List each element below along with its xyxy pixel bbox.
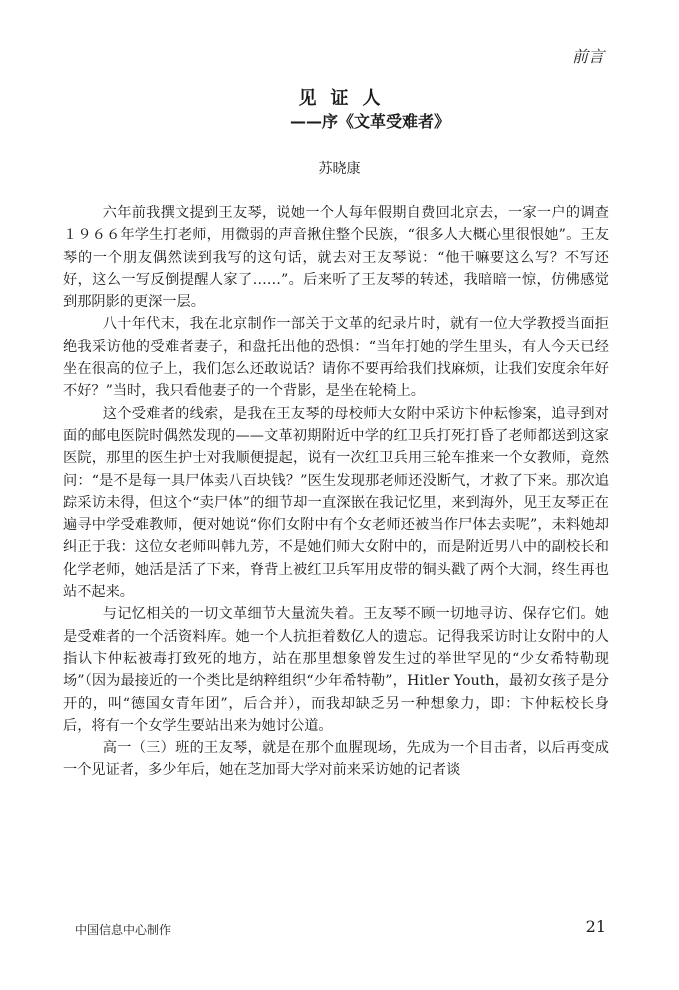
paragraph: 六年前我撰文提到王友琴，说她一个人每年假期自费回北京去，一家一户的调查１９６６年学生打老师，用微弱的声音揪住整个民族，“很多人大概心里很恨她”。王友琴的一个朋友偶然读到我写的这句话，就去对王友琴说：“他干嘛要这么写？不写还好，这么一写反倒提醒人家了……”。后来听了王友琴的转述，我暗暗一惊，仿佛感觉到那阴影的更深一层。 <box>63 205 609 311</box>
running-head: 前言 <box>571 47 604 66</box>
page-number: 21 <box>585 917 606 936</box>
paragraph: 与记忆相关的一切文革细节大量流失着。王友琴不顾一切地寻访、保存它们。她是受难者的一个活资料库。她一个人抗拒着数亿人的遗忘。记得我采访时让女附中的人指认卞仲耘被毒打致死的地方，站在那里想象曾发生过的举世罕见的“少女希特勒现场”（因为最接近的一个类比是纳粹组织“少年希特勒”，Hitler Youth，最初女孩子是分开的，叫“德国女青年团”，后合并），而我却缺乏另一种想象力，即：卞仲耘校长身后，将有一个女学生要站出来为她讨公道。 <box>63 606 609 734</box>
article-author: 苏晓康 <box>318 161 361 177</box>
article-subtitle: ——序《文革受难者》 <box>290 112 451 131</box>
footer-publisher: 中国信息中心制作 <box>75 923 172 937</box>
paragraph: 高一（三）班的王友琴，就是在那个血腥现场，先成为一个目击者，以后再变成一个见证者，多少年后，她在芝加哥大学对前来采访她的记者谈 <box>63 740 609 779</box>
paragraph: 八十年代末，我在北京制作一部关于文革的纪录片时，就有一位大学教授当面拒绝我采访他的受难者妻子，和盘托出他的恐惧：“当年打她的学生里头，有人今天已经坐在很高的位子上，我们怎么还敢说话？请你不要再给我们找麻烦，让我们安度余年好不好？”当时，我只看他妻子的一个背影，是坐在轮椅上。 <box>63 316 609 400</box>
article-body <box>63 202 609 782</box>
paragraph: 这个受难者的线索，是我在王友琴的母校师大女附中采访卞仲耘惨案，追寻到对面的邮电医院时偶然发现的——文革初期附近中学的红卫兵打死打昏了老师都送到这家医院，那里的医生护士对我顺便提起，说有一次红卫兵用三轮车推来一个女教师，竟然问：“是不是每一具尸体卖八百块钱？”医生发现那老师还没断气，才救了下来。那次追踪采访未得，但这个“卖尸体”的细节却一直深嵌在我记忆里，来到海外，见王友琴正在遍寻中学受难教师，便对她说“你们女附中有个女老师还被当作尸体去卖呢”，未料她却纠正于我：这位女老师叫韩九芳，不是她们师大女附中的，而是附近男八中的副校长和化学老师，她活是活了下来，脊背上被红卫兵军用皮带的铜头戳了两个大洞，终生再也站不起来。 <box>63 405 609 601</box>
article-title: 见证人 <box>298 88 395 109</box>
